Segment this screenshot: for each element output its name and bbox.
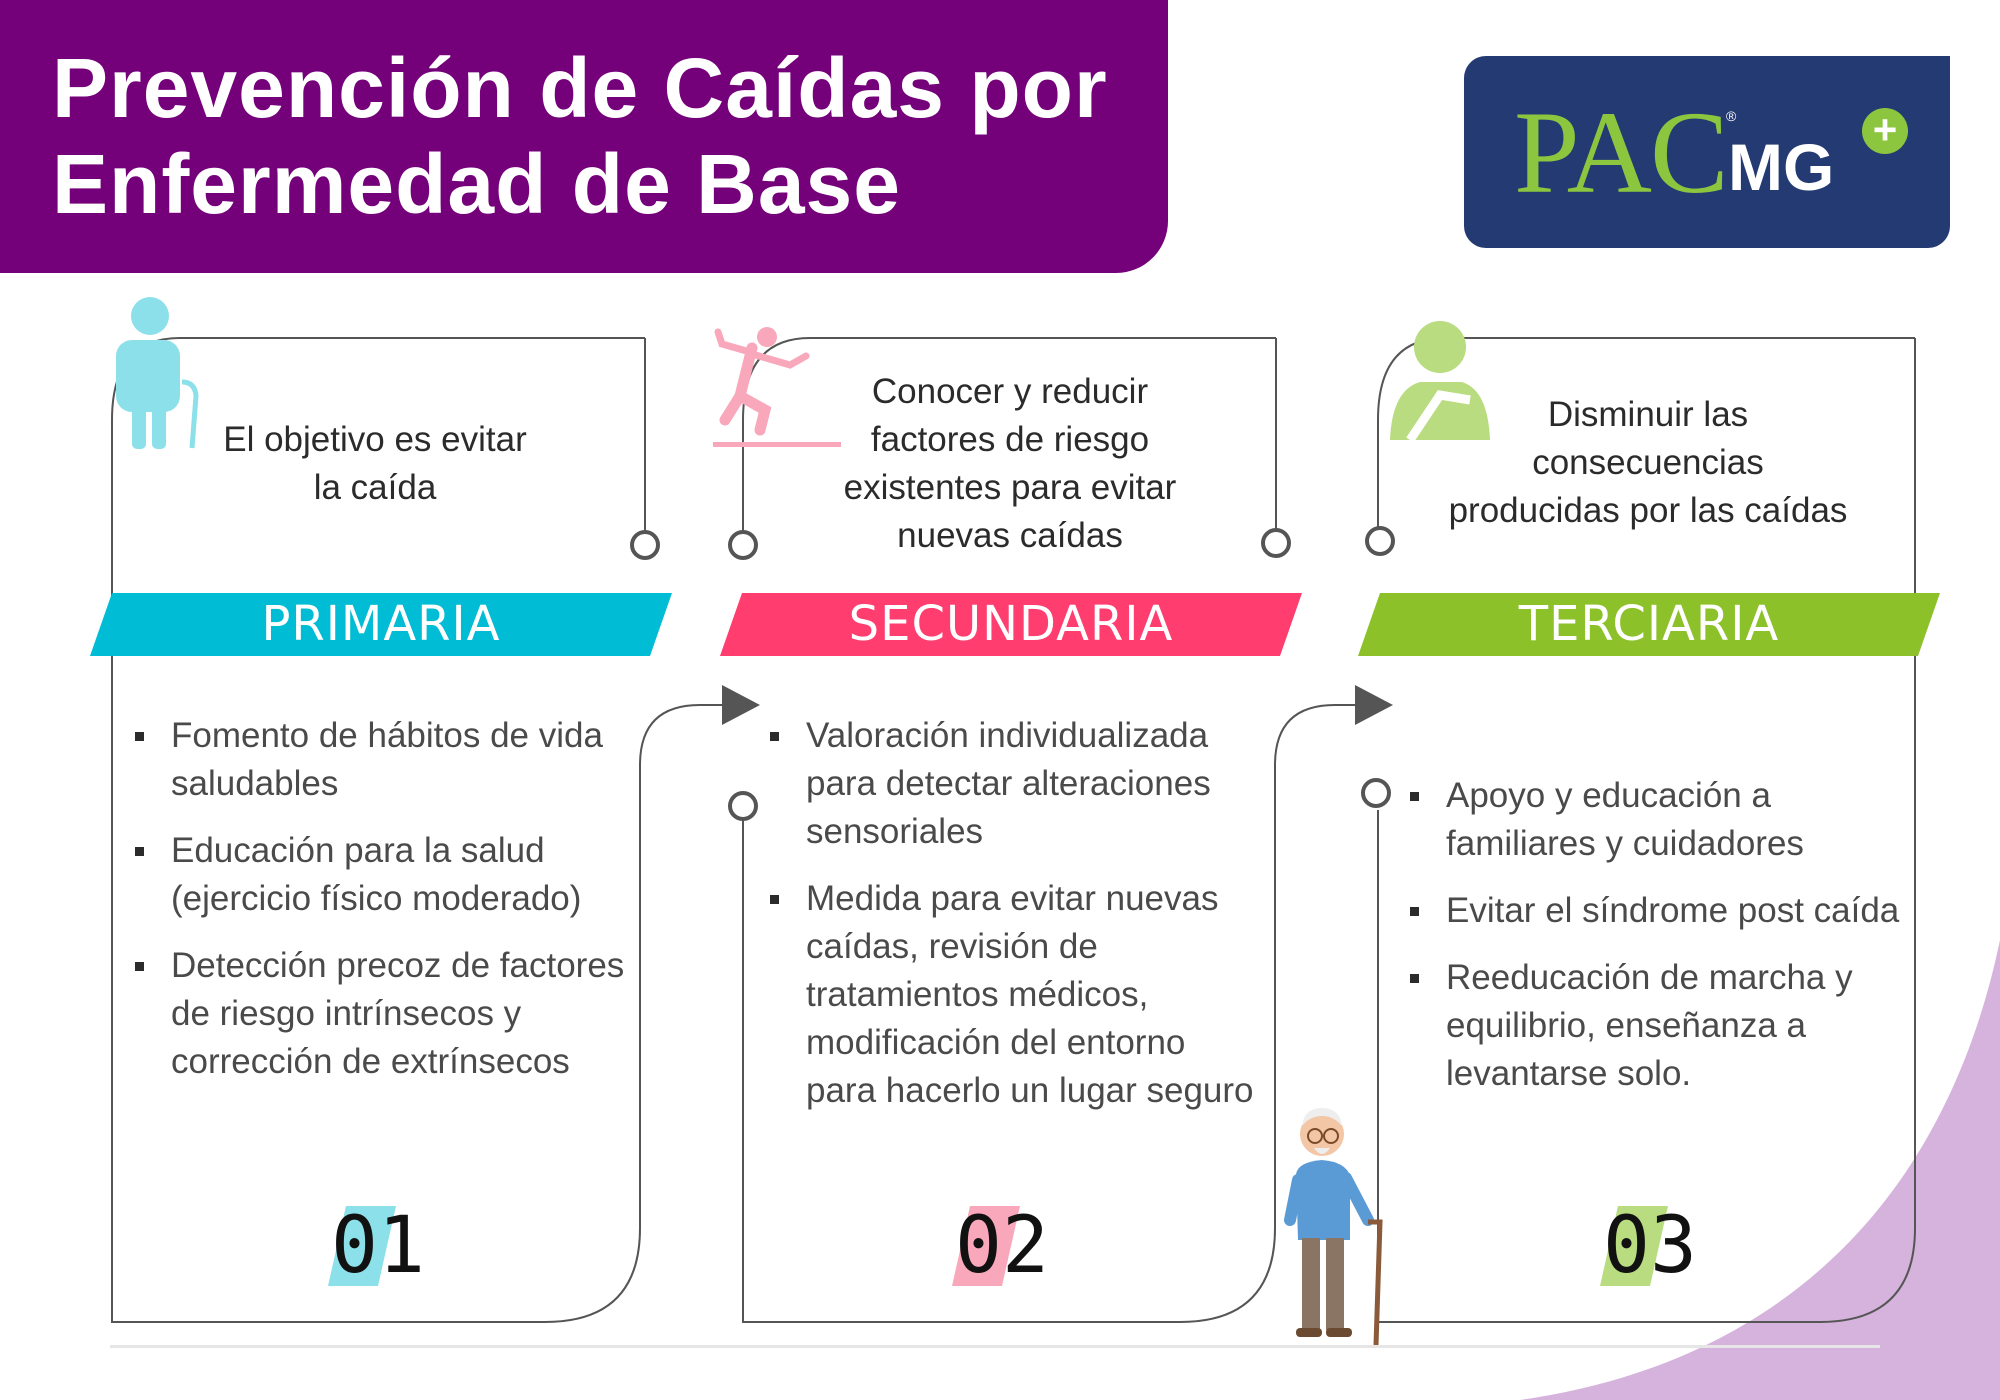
banner-secundaria (720, 593, 1302, 656)
list-item (135, 827, 625, 923)
logo-plus-icon: + (1862, 108, 1908, 154)
objective-line: la caída (313, 468, 437, 507)
logo-pac-text: PAC (1514, 87, 1727, 218)
connector-circle (1263, 530, 1289, 556)
list-item (770, 712, 1260, 856)
logo-mg-text: MG (1728, 130, 1835, 204)
list-item-text: Medida para evitar nuevas caídas, revisión de tratamientos médicos, modificación del entorno para hacerlo un lugar seguro (806, 879, 1254, 1110)
list-item-text: Fomento de hábitos de vida saludables (171, 716, 603, 803)
ground-line (110, 1345, 1880, 1348)
connector-circle (730, 793, 756, 819)
list-item (135, 712, 625, 808)
list-item-text: Apoyo y educación a familiares y cuidadores (1446, 776, 1804, 863)
objective-line: nuevas caídas (897, 516, 1123, 555)
list-item (1410, 887, 1900, 935)
objective-secundaria (800, 368, 1220, 560)
step-number-01 (318, 1201, 438, 1291)
list-item-text: Educación para la salud (ejercicio físico moderado) (171, 831, 582, 918)
objective-line: El objetivo es evitar (223, 420, 527, 459)
banner-label: TERCIARIA (1518, 596, 1780, 652)
step-number-text: 03 (1603, 1201, 1697, 1291)
banner-label: SECUNDARIA (848, 596, 1174, 652)
list-item (770, 875, 1260, 1115)
arrow-right-icon (1355, 685, 1393, 725)
connector-circle (1367, 528, 1393, 554)
list-item-text: Valoración individualizada para detectar alteraciones sensoriales (806, 716, 1211, 851)
objective-line: Disminuir las (1547, 395, 1749, 434)
objective-terciaria (1420, 391, 1876, 535)
elderly-person-cane-icon (116, 297, 180, 449)
title-line-1: Prevención de Caídas por (52, 41, 1108, 135)
bullets-primaria (135, 712, 625, 1105)
list-item-text: Evitar el síndrome post caída (1446, 891, 1900, 930)
connector-circle (632, 532, 658, 558)
bullets-secundaria (770, 712, 1260, 1134)
banner-primaria (90, 593, 672, 656)
objective-line: factores de riesgo (870, 420, 1150, 459)
logo-registered-mark: ® (1726, 108, 1737, 124)
list-item (1410, 954, 1900, 1098)
objective-primaria (180, 416, 570, 512)
objective-line: producidas por las caídas (1448, 491, 1848, 530)
step-number-text: 01 (331, 1201, 425, 1291)
step-number-03 (1590, 1201, 1710, 1291)
step-number-02 (942, 1201, 1062, 1291)
elderly-man-illustration (1280, 1100, 1400, 1350)
list-item (135, 942, 625, 1086)
arrow-right-icon (722, 685, 760, 725)
objective-line: consecuencias (1532, 443, 1764, 482)
title-line-2: Enfermedad de Base (52, 137, 901, 231)
objective-line: existentes para evitar (843, 468, 1177, 507)
banner-label: PRIMARIA (261, 596, 501, 652)
list-item-text: Detección precoz de factores de riesgo intrínsecos y corrección de extrínsecos (171, 946, 625, 1081)
banner-terciaria (1358, 593, 1940, 656)
bullets-terciaria (1410, 772, 1900, 1117)
list-item-text: Reeducación de marcha y equilibrio, enseñanza a levantarse solo. (1446, 958, 1853, 1093)
connector-circle (1363, 780, 1389, 806)
connector-circle (730, 532, 756, 558)
step-number-text: 02 (955, 1201, 1049, 1291)
list-item (1410, 772, 1900, 868)
objective-line: Conocer y reducir (871, 372, 1149, 411)
